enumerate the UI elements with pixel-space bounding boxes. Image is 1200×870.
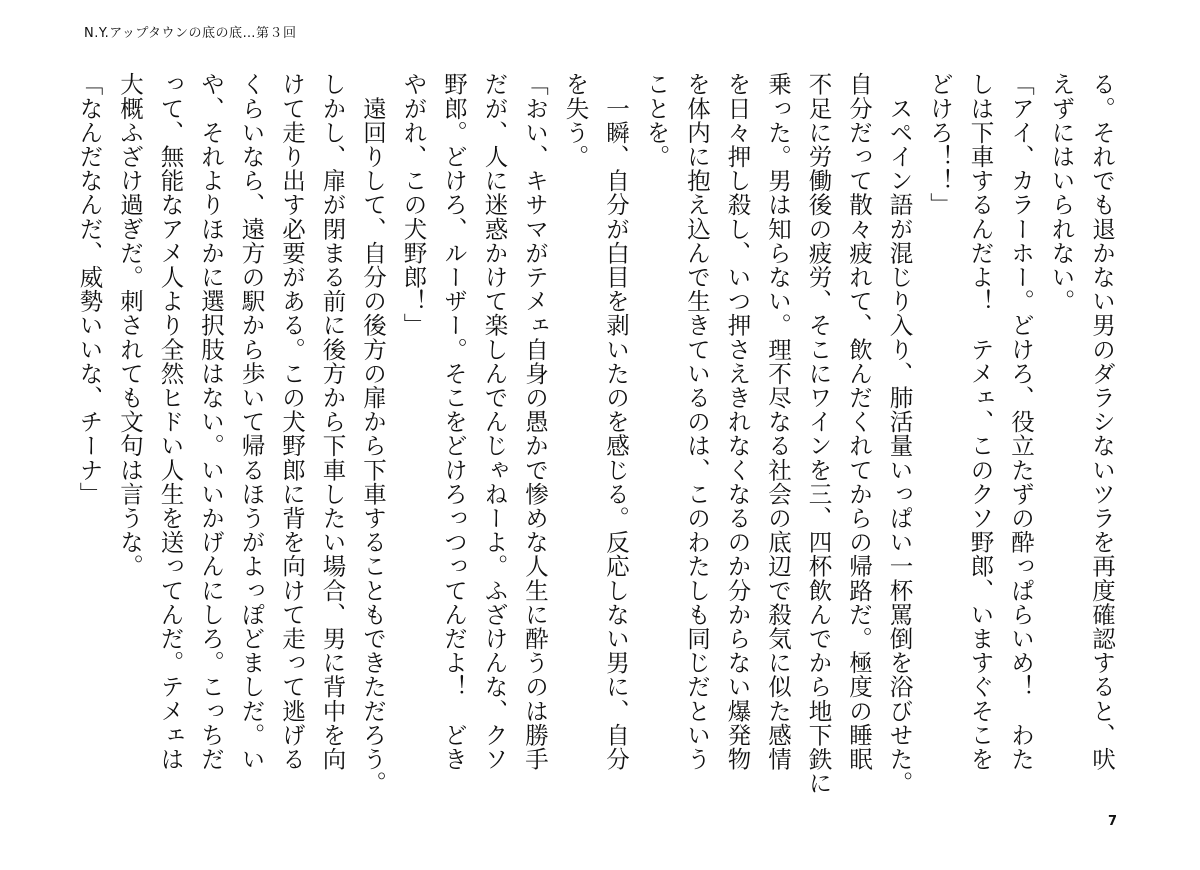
text-line: えずにはいられない。 <box>1047 72 1076 313</box>
text-line: しかし、扉が閉まる前に後方から下車したい場合、男に背中を向 <box>318 72 347 771</box>
text-line: しは下車するんだよ！ テメェ、このクソ野郎、いますぐそこを <box>966 72 995 771</box>
text-line: くらいなら、遠方の駅から歩いて帰るほうがよっぽどましだ。い <box>237 72 266 771</box>
text-line: る。それでも退かない男のダラシないツラを再度確認すると、吠 <box>1088 72 1116 771</box>
text-line: 「おい、キサマがテメェ自身の愚かで惨めな人生に酔うのは勝手 <box>521 72 549 771</box>
text-line: を失う。 <box>561 72 590 169</box>
text-line: 「アイ、カラーホー。どけろ、役立たずの酔っぱらいめ！ わた <box>1007 72 1035 771</box>
text-line: やがれ、この犬野郎！」 <box>399 72 428 338</box>
text-line: 大概ふざけ過ぎだ。刺されても文句は言うな。 <box>116 72 144 579</box>
text-line: けて走り出す必要がある。この犬野郎に背を向けて走って逃げる <box>278 72 306 771</box>
text-line: 「なんだなんだ、威勢いいな、チーナ」 <box>75 72 104 506</box>
page-number: 7 <box>1108 814 1118 829</box>
text-line: 自分だって散々疲れて、飲んだくれてからの帰路だ。極度の睡眠 <box>845 72 873 771</box>
text-line: スペイン語が混じり入り、肺活量いっぱい一杯罵倒を浴びせた。 <box>885 72 914 795</box>
text-line: 野郎。どけろ、ルーザー。そこをどけろっつってんだよ！ どき <box>440 72 468 771</box>
text-line: ことを。 <box>642 72 671 169</box>
text-line: 遠回りして、自分の後方の扉から下車することもできただろう。 <box>359 72 387 795</box>
text-line: や、それよりほかに選択肢はない。いいかげんにしろ。こっちだ <box>197 72 225 771</box>
text-line: だが、人に迷惑かけて楽しんでんじゃねーよ。ふざけんな、クソ <box>480 72 509 771</box>
vertical-text-body <box>69 72 1122 832</box>
text-line: 乗った。男は知らない。理不尽なる社会の底辺で殺気に似た感情 <box>764 72 792 771</box>
text-line: 一瞬、自分が白目を剥いたのを感じる。反応しない男に、自分 <box>602 72 630 771</box>
text-line: 不足に労働後の疲労、そこにワインを三、四杯飲んでから地下鉄に <box>804 72 833 795</box>
text-line: を体内に抱え込んで生きているのは、このわたしも同じだという <box>683 72 711 771</box>
text-line: って、無能なアメ人より全然ヒドい人生を送ってんだ。テメェは <box>156 72 185 771</box>
text-line: どけろ！！」 <box>926 72 954 217</box>
text-line: を日々押し殺し、いつ押さえきれなくなるのか分からない爆発物 <box>723 72 752 771</box>
running-header: N.Y.アップタウンの底の底…第３回 <box>84 26 297 41</box>
